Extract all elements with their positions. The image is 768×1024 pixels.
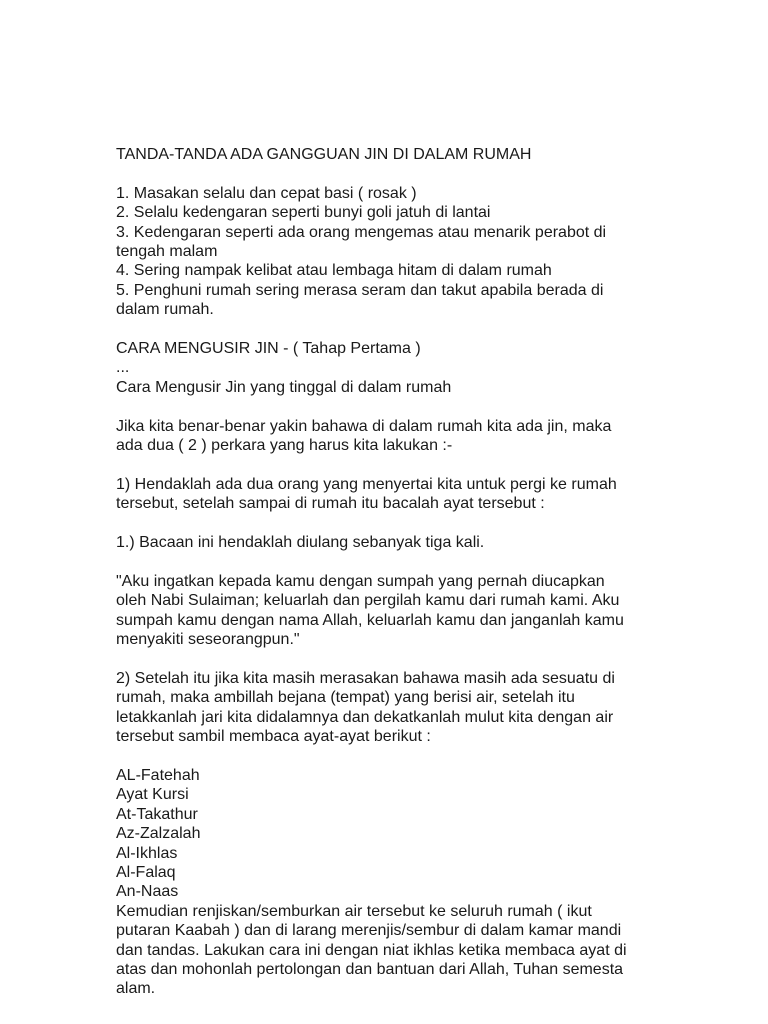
surah-item: Ayat Kursi <box>116 786 189 804</box>
paragraph-line: letakkanlah jari kita didalamnya dan dekatkanlah mulut kita dengan air <box>116 708 614 726</box>
spacer <box>116 649 656 668</box>
step-one-paragraph <box>116 475 656 514</box>
paragraph-line: 2) Setelah itu jika kita masih merasakan bahawa masih ada sesuatu di <box>116 669 615 687</box>
paragraph-line: tersebut, setelah sampai di rumah itu bacalah ayat tersebut : <box>116 495 545 513</box>
document-title: TANDA-TANDA ADA GANGGUAN JIN DI DALAM RUMAH <box>116 146 532 163</box>
sign-item: 4. Sering nampak kelibat atau lembaga hitam di dalam rumah <box>116 262 552 280</box>
quote-paragraph <box>116 572 656 650</box>
paragraph-line: tersebut sambil membaca ayat-ayat berikut : <box>116 728 431 746</box>
step-one-note: 1.) Bacaan ini hendaklah diulang sebanyak tiga kali. <box>116 534 485 552</box>
paragraph-line: Kemudian renjiskan/semburkan air tersebut ke seluruh rumah ( ikut <box>116 902 592 920</box>
sign-item: 3. Kedengaran seperti ada orang mengemas atau menarik perabot di <box>116 223 607 241</box>
spacer <box>116 164 656 183</box>
spacer <box>116 397 656 416</box>
paragraph-line: atas dan mohonlah pertolongan dan bantuan dari Allah, Tuhan semesta <box>116 960 624 978</box>
intro-paragraph <box>116 417 656 456</box>
surah-list <box>116 766 656 902</box>
paragraph-line: alam. <box>116 980 156 998</box>
paragraph-line: Jika kita benar-benar yakin bahawa di dalam rumah kita ada jin, maka <box>116 417 612 435</box>
signs-list <box>116 184 656 320</box>
paragraph-line: rumah, maka ambillah bejana (tempat) yang berisi air, setelah itu <box>116 689 575 707</box>
sign-item: dalam rumah. <box>116 301 214 319</box>
surah-item: Az-Zalzalah <box>116 825 201 843</box>
paragraph-line: 1) Hendaklah ada dua orang yang menyertai kita untuk pergi ke rumah <box>116 475 617 493</box>
paragraph-line: putaran Kaabah ) dan di larang merenjis/sembur di dalam kamar mandi <box>116 922 622 940</box>
spacer <box>116 514 656 533</box>
closing-paragraph <box>116 902 656 999</box>
sign-item: 1. Masakan selalu dan cepat basi ( rosak ) <box>116 184 417 202</box>
surah-item: At-Takathur <box>116 805 198 823</box>
sign-item: 5. Penghuni rumah sering merasa seram dan takut apabila berada di <box>116 281 604 299</box>
spacer <box>116 455 656 474</box>
surah-item: Al-Ikhlas <box>116 844 178 862</box>
surah-item: Al-Falaq <box>116 863 176 881</box>
paragraph-line: oleh Nabi Sulaiman; keluarlah dan pergilah kamu dari rumah kami. Aku <box>116 592 620 610</box>
paragraph-line: "Aku ingatkan kepada kamu dengan sumpah yang pernah diucapkan <box>116 572 605 590</box>
paragraph-line: sumpah kamu dengan nama Allah, keluarlah kamu dan janganlah kamu <box>116 611 624 629</box>
spacer <box>116 552 656 571</box>
paragraph-line: menyakiti seseorangpun." <box>116 631 300 649</box>
paragraph-line: dan tandas. Lakukan cara ini dengan niat ikhlas ketika membaca ayat di <box>116 941 627 959</box>
section-heading: CARA MENGUSIR JIN - ( Tahap Pertama ) <box>116 340 421 358</box>
paragraph-line: ada dua ( 2 ) perkara yang harus kita lakukan :- <box>116 437 453 455</box>
surah-item: AL-Fatehah <box>116 766 200 784</box>
surah-item: An-Naas <box>116 883 179 901</box>
spacer <box>116 320 656 339</box>
sign-item: tengah malam <box>116 243 218 261</box>
ellipsis-text: ... <box>116 359 130 377</box>
step-two-paragraph <box>116 669 656 747</box>
subheading: Cara Mengusir Jin yang tinggal di dalam rumah <box>116 378 452 396</box>
document-page <box>116 145 656 999</box>
spacer <box>116 746 656 765</box>
sign-item: 2. Selalu kedengaran seperti bunyi goli jatuh di lantai <box>116 204 491 222</box>
